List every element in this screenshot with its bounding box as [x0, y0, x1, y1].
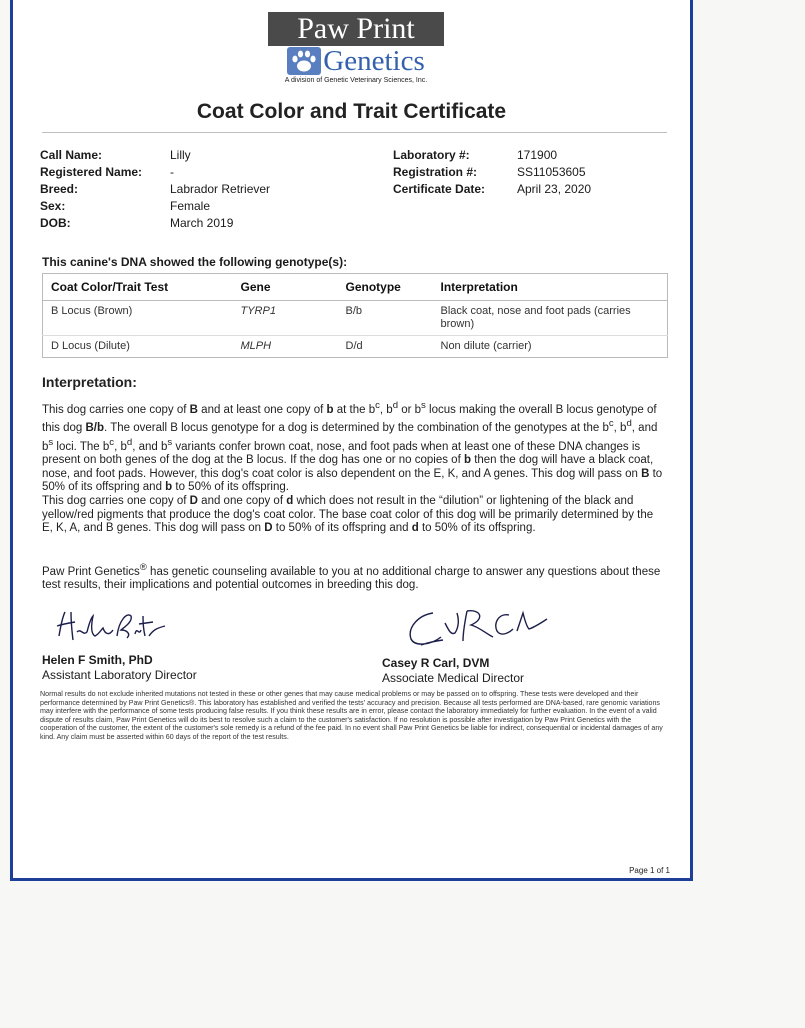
interpretation-paragraph-b-locus: This dog carries one copy of B and at least one copy of b at the $b^c$, $b^d$ or $b^s$ locus making the overall B locus genotype of this dog B/b. The overall B locus genotype for a dog is determined by the combination of the genotypes at the $b^c$, $b^d$, and $b^s$ loci. The $b^c$, $b^d$, and $b^s$ variants confer brown coat, nose, and foot pads when at least one of these DNA changes is present on both genes of the dog at the B locus. If the dog has one or no copies of b then the dog will have a black coat, nose, and foot pads. However, this dog's coat color is also dependent on the E, K, and A genes. This dog will pass on B to 50% of its offspring and b to 50% of its offspring. [42, 400, 663, 494]
genotype-table [42, 273, 668, 358]
info-value: March 2019 [170, 216, 234, 230]
info-label: Certificate Date: [393, 182, 486, 196]
table-header-row [43, 274, 668, 301]
info-value: Female [170, 199, 211, 213]
info-label: Registration #: [393, 165, 478, 179]
dog-info-left [40, 147, 270, 232]
signature-casey-carl [401, 605, 551, 651]
column-header: Interpretation [433, 274, 668, 301]
info-row-sex [40, 198, 270, 215]
logo-paw-print-text: Paw Print [268, 12, 444, 46]
signature-helen-smith [53, 606, 173, 650]
certificate-page [10, 0, 693, 881]
company-logo [268, 12, 444, 84]
signer-name: Casey R Carl, DVM [382, 656, 490, 670]
signer-title: Assistant Laboratory Director [42, 668, 197, 682]
signer-casey-carl [382, 656, 524, 686]
paw-icon [287, 47, 321, 75]
info-value: - [170, 165, 174, 179]
counseling-paragraph: Paw Print Genetics® has genetic counseling available to you at no additional charge to answer any questions about these test results, their implications and potential outcomes in breeding this dog. [42, 562, 661, 592]
info-row-call-name [40, 147, 270, 164]
title-divider [42, 132, 667, 133]
info-row-registered-name [40, 164, 270, 181]
info-value: Lilly [170, 148, 191, 162]
table-row [43, 301, 668, 336]
table-cell-gene: TYRP1 [233, 301, 338, 336]
table-cell-genotype: B/b [338, 301, 433, 336]
column-header: Gene [233, 274, 338, 301]
table-cell-test: B Locus (Brown) [43, 301, 233, 336]
info-value: SS11053605 [517, 165, 586, 179]
certificate-title: Coat Color and Trait Certificate [196, 100, 507, 123]
table-row [43, 336, 668, 358]
logo-genetics-text: Genetics [323, 45, 425, 77]
signer-name: Helen F Smith, PhD [42, 653, 153, 667]
info-label: DOB: [40, 216, 71, 230]
interpretation-heading: Interpretation: [42, 374, 137, 390]
logo-tagline: A division of Genetic Veterinary Sciences, Inc. [284, 77, 428, 84]
info-label: Laboratory #: [393, 148, 470, 162]
info-label: Breed: [40, 182, 79, 196]
dog-info-right [393, 147, 591, 198]
info-row-laboratory-number [393, 147, 591, 164]
logo-genetics-row [268, 46, 444, 76]
signer-helen-smith [42, 653, 197, 683]
page-number: Page 1 of 1 [629, 866, 670, 875]
table-cell-interpretation: Non dilute (carrier) [433, 336, 668, 358]
info-row-breed [40, 181, 270, 198]
info-label: Sex: [40, 199, 66, 213]
info-value: Labrador Retriever [170, 182, 271, 196]
table-cell-interpretation: Black coat, nose and foot pads (carries brown) [433, 301, 668, 336]
table-cell-genotype: D/d [338, 336, 433, 358]
info-label: Call Name: [40, 148, 103, 162]
info-label: Registered Name: [40, 165, 143, 179]
genotype-heading: This canine's DNA showed the following genotype(s): [42, 255, 348, 269]
column-header: Genotype [338, 274, 433, 301]
table-cell-test: D Locus (Dilute) [43, 336, 233, 358]
info-value: 171900 [517, 148, 558, 162]
info-value: April 23, 2020 [517, 182, 592, 196]
info-row-registration-number [393, 164, 591, 181]
legal-disclaimer: Normal results do not exclude inherited mutations not tested in these or other genes that may cause medical problems or may be passed on to offspring. These tests were developed and their performance determined by Paw Print Genetics®. This laboratory has established and verified the tests' accuracy and precision. Because all tests performed are DNA-based, rare genomic variations may interfere with the performance of some tests producing false results. If you think these results are in error, please contact the laboratory immediately for further evaluation. In the event of a valid dispute of results claim, Paw Print Genetics will do its best to resolve such a claim to the customer's satisfaction. If no resolution is possible after investigation by Paw Print Genetics with the cooperation of the customer, the extent of the customer's sole remedy is a refund of the fee paid. In no event shall Paw Print Genetics be liable for indirect, consequential or incidental damages of any kind. Any claim must be asserted within 60 days of the report of the test results. [40, 690, 663, 741]
column-header: Coat Color/Trait Test [43, 274, 233, 301]
info-row-certificate-date [393, 181, 591, 198]
signer-title: Associate Medical Director [382, 671, 525, 685]
interpretation-paragraph-d-locus: This dog carries one copy of D and one copy of d which does not result in the “dilution” or lightening of the black and yellow/red pigments that produce the dog's coat color. The base coat color of this dog will be primarily determined by the E, K, A, and B genes. This dog will pass on D to 50% of its offspring and d to 50% of its offspring. [42, 495, 654, 535]
table-cell-gene: MLPH [233, 336, 338, 358]
info-row-dob [40, 215, 270, 232]
